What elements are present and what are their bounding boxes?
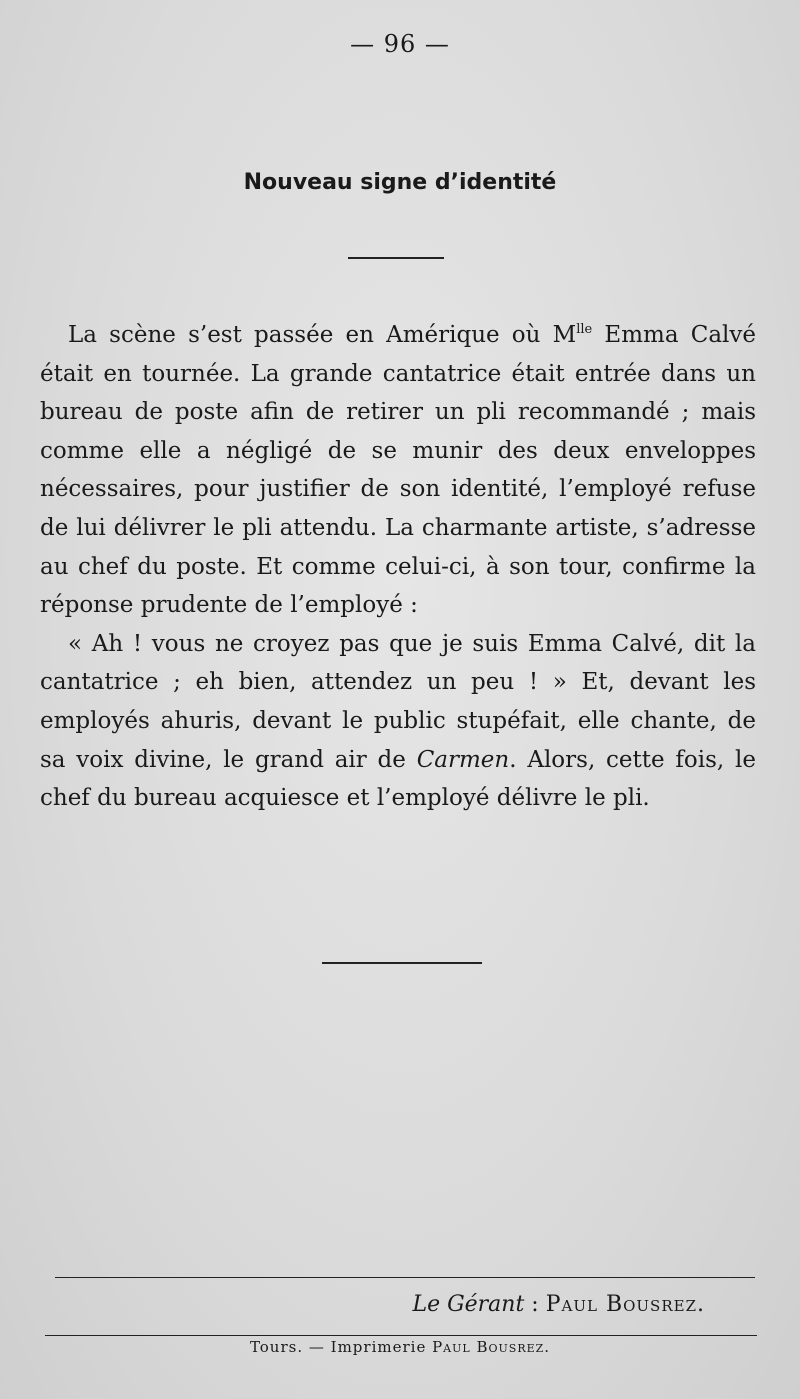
gerant-name: Paul Bousrez. bbox=[545, 1292, 705, 1317]
paragraph-1 bbox=[40, 316, 756, 625]
imprint-name: Paul Bousrez. bbox=[432, 1338, 551, 1356]
paragraph-2-text-b: . Alors, cette fois, le chef du bureau acquiesce et l’employé délivre le pli. bbox=[40, 746, 756, 812]
article-title: Nouveau signe d’identité bbox=[243, 170, 557, 195]
mademoiselle-superscript: lle bbox=[576, 322, 593, 337]
imprint-city: Tours. bbox=[249, 1338, 304, 1356]
footer-rule-bottom bbox=[45, 1335, 757, 1336]
article-body bbox=[40, 316, 756, 818]
paragraph-2 bbox=[40, 625, 756, 818]
paragraph-1-text-b: Emma Calvé était en tournée. La grande cantatrice était entrée dans un bureau de poste afin de retirer un pli recommandé ; mais comme elle a négligé de se munir des deux enveloppes nécessaires, pour justifier de son identité, l’employé refuse de lui délivrer le pli attendu. La charmante artiste, s’adresse au chef du poste. Et comme celui-ci, à son tour, confirme la réponse prudente de l’employé : bbox=[40, 322, 756, 619]
title-divider bbox=[348, 257, 444, 259]
page-number: — 96 — bbox=[350, 30, 450, 58]
end-divider bbox=[322, 962, 482, 964]
imprint-label: Imprimerie bbox=[330, 1338, 433, 1356]
paragraph-2-text-a: « Ah ! vous ne croyez pas que je suis Emma Calvé, dit la cantatrice ; eh bien, attendez un peu ! » Et, devant les employés ahuris, devant le public stupéfait, elle chante, de sa voix divine, le grand air de bbox=[40, 630, 756, 773]
paragraph-1-text-a: La scène s’est passée en Amérique où M bbox=[68, 322, 577, 348]
gerant-separator: : bbox=[524, 1292, 546, 1317]
imprint-dash: — bbox=[303, 1338, 331, 1356]
gerant-label: Le Gérant bbox=[412, 1292, 525, 1317]
footer-rule-top bbox=[55, 1277, 755, 1278]
carmen-title: Carmen bbox=[416, 746, 510, 773]
gerant-line bbox=[412, 1292, 705, 1317]
imprint-line bbox=[0, 1338, 800, 1356]
